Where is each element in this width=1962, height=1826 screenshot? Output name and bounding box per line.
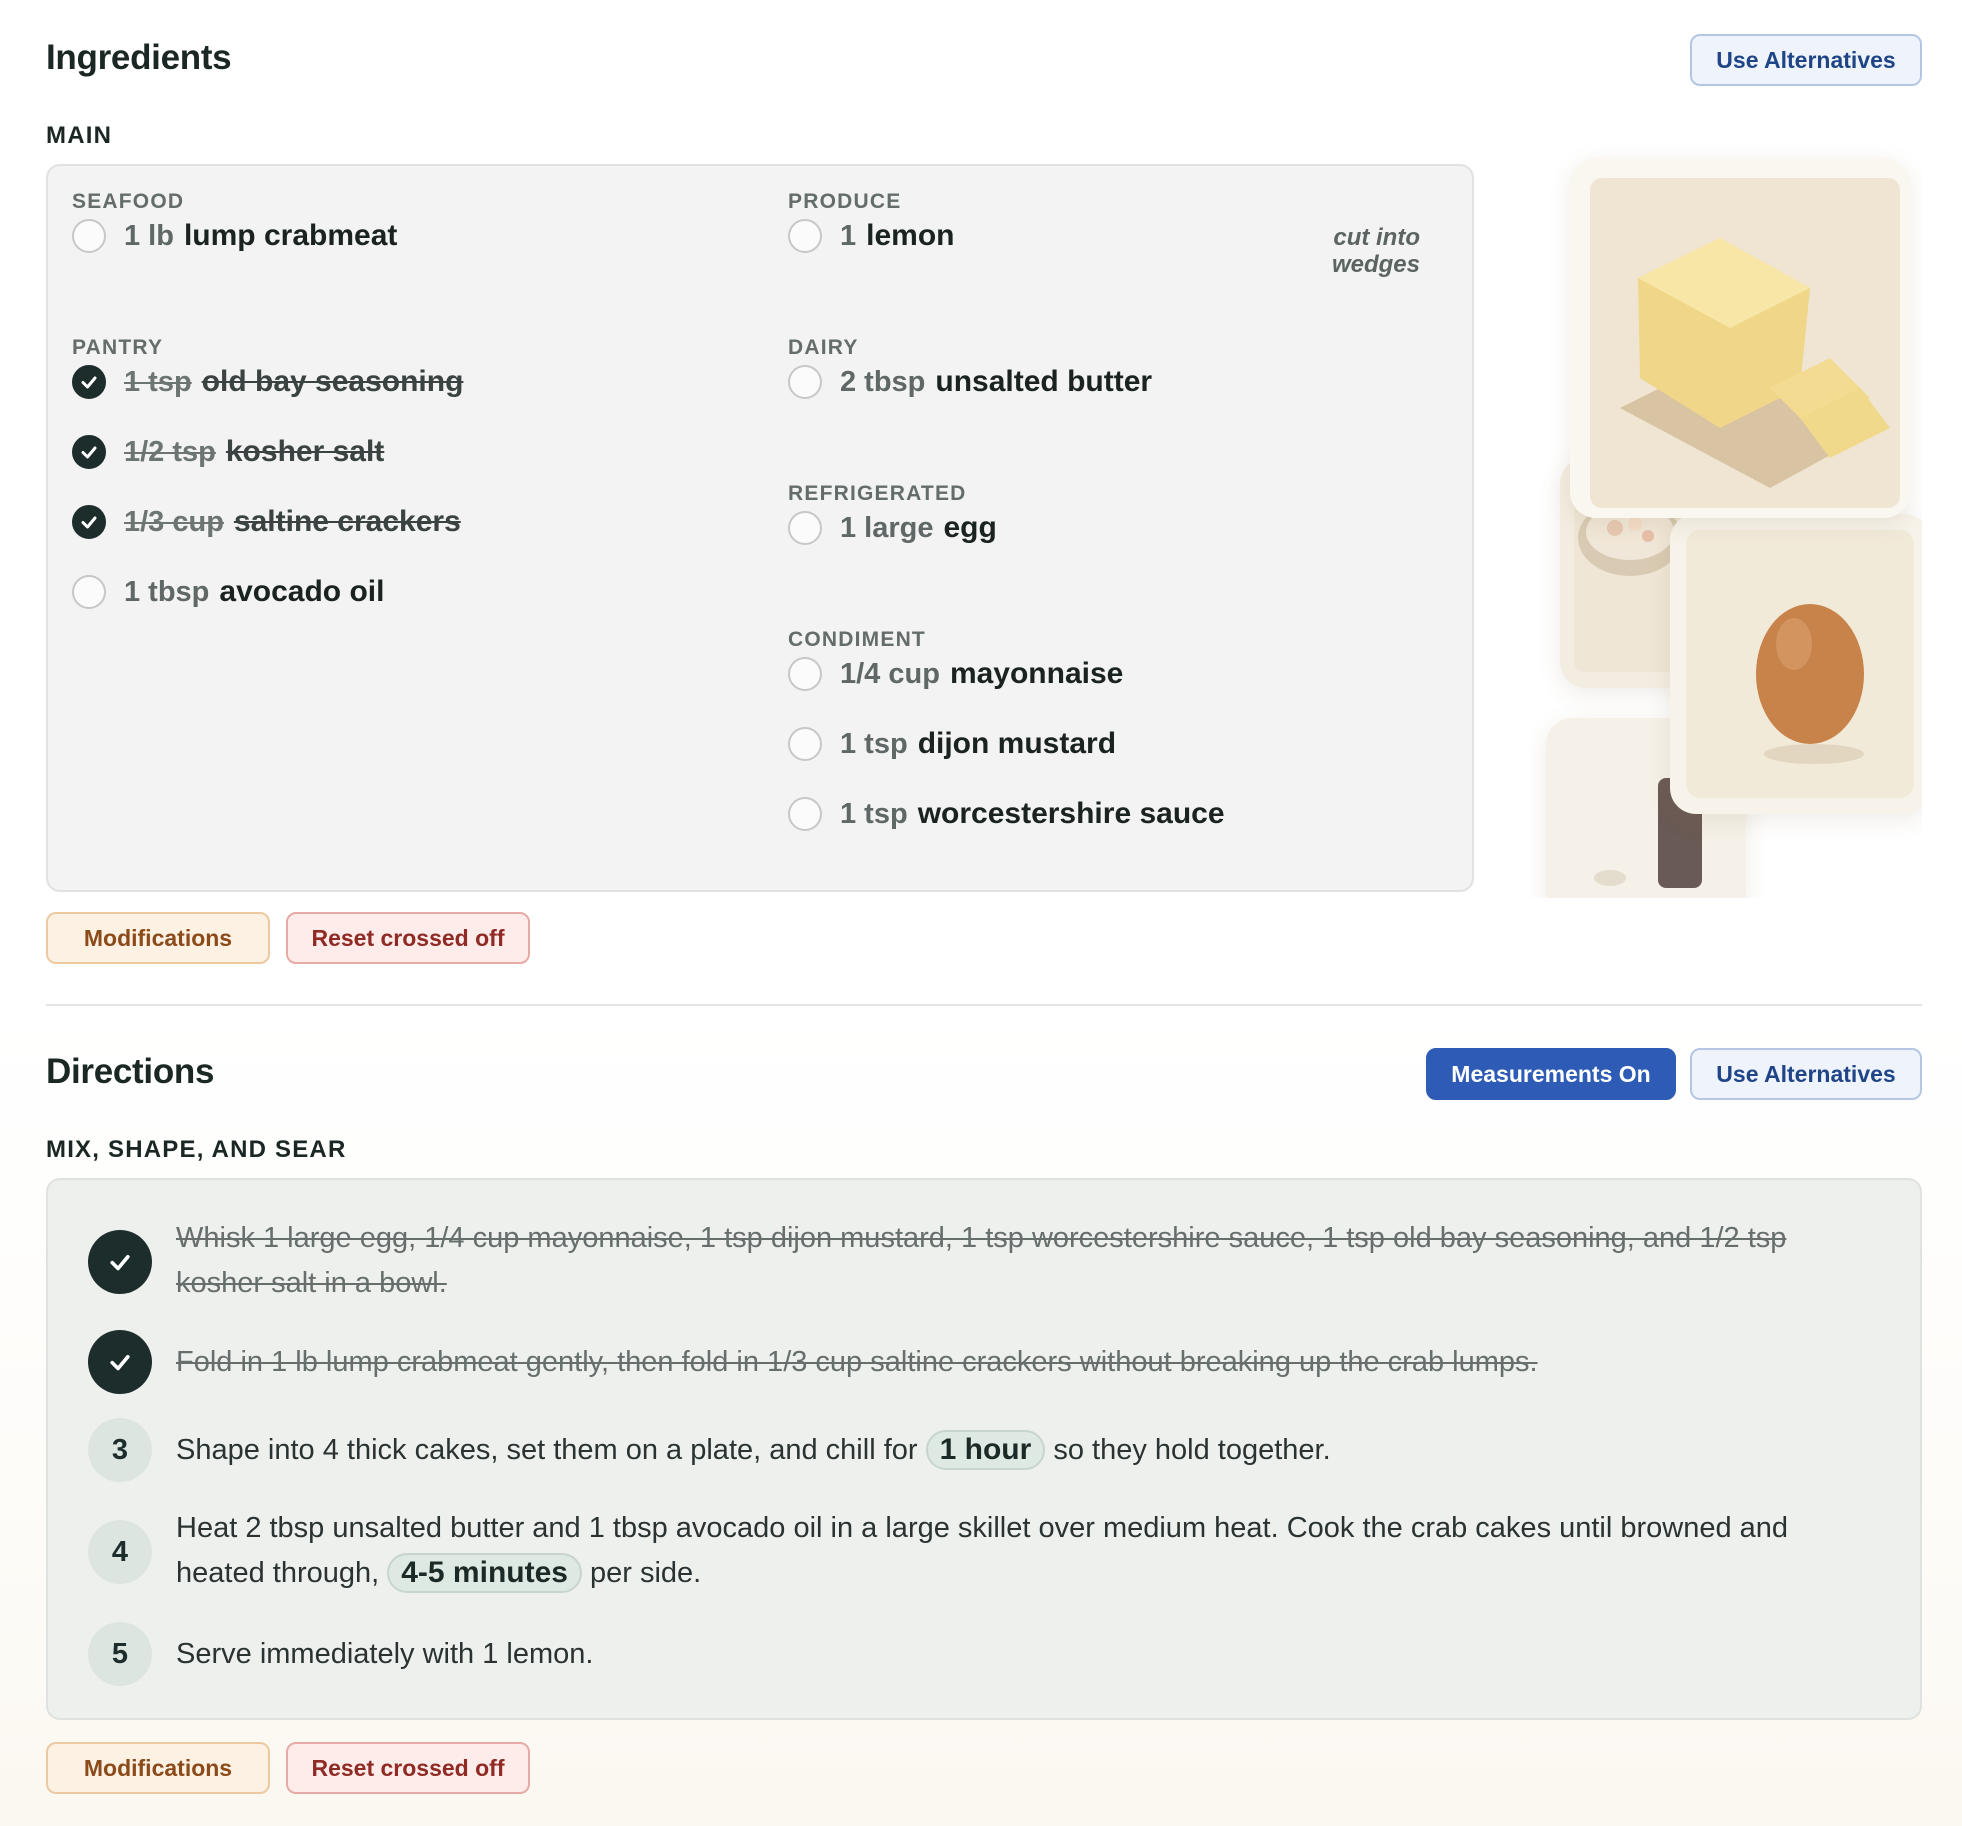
checkmark-icon [79, 442, 99, 462]
ingredient-name: mayonnaise [949, 657, 1124, 690]
ingredient-checkbox[interactable] [788, 657, 822, 691]
ingredient-qty: 1 tsp [124, 365, 192, 398]
step-text[interactable] [176, 1506, 1876, 1596]
reset-crossed-off-button[interactable]: Reset crossed off [286, 1742, 530, 1794]
ingredient-photos [1530, 118, 1922, 898]
ingredient-row[interactable] [788, 654, 1123, 694]
step-text-part: Shape into 4 thick cakes, set them on a plate, and chill for [176, 1434, 918, 1466]
ingredient-name: avocado oil [219, 575, 385, 608]
ingredient-note: cut into wedges [1331, 224, 1420, 278]
ingredient-row[interactable] [788, 216, 955, 256]
section-divider [46, 1004, 1922, 1006]
ingredient-qty: 1 large [840, 511, 934, 544]
step-number[interactable]: 5 [88, 1622, 152, 1686]
step-check[interactable] [88, 1230, 152, 1294]
ingredient-qty: 1/2 tsp [124, 435, 216, 468]
ingredient-checkbox[interactable] [72, 575, 106, 609]
ingredient-name: lump crabmeat [183, 219, 398, 252]
modifications-button[interactable]: Modifications [46, 1742, 270, 1794]
step-check[interactable] [88, 1330, 152, 1394]
ingredient-name: worcestershire sauce [917, 797, 1225, 830]
ingredient-row[interactable] [788, 794, 1225, 834]
category-produce: PRODUCE [788, 190, 902, 213]
ingredient-name: dijon mustard [917, 727, 1117, 760]
ingredient-qty: 1/3 cup [124, 505, 224, 538]
measurements-toggle-button[interactable]: Measurements On [1426, 1048, 1676, 1100]
ingredient-qty: 2 tbsp [840, 365, 926, 398]
checkmark-icon [107, 1249, 133, 1275]
ingredient-qty: 1 tbsp [124, 575, 210, 608]
checkmark-icon [79, 512, 99, 532]
ingredients-section-label: MAIN [46, 122, 113, 149]
ingredient-checkbox[interactable] [788, 365, 822, 399]
egg-photo [1670, 514, 1922, 814]
category-dairy: DAIRY [788, 336, 859, 359]
ingredient-name: egg [943, 511, 997, 544]
ingredient-qty: 1 tsp [840, 797, 908, 830]
ingredient-qty: 1 [840, 219, 857, 252]
ingredients-title: Ingredients [46, 38, 232, 77]
directions-panel [46, 1178, 1922, 1720]
category-seafood: SEAFOOD [72, 190, 185, 213]
ingredient-checkbox[interactable] [72, 365, 106, 399]
step-text[interactable]: Fold in 1 lb lump crabmeat gently, then fold in 1/3 cup saltine crackers without breaking up the crab lumps. [176, 1346, 1538, 1378]
ingredient-row[interactable] [72, 432, 384, 472]
modifications-button[interactable]: Modifications [46, 912, 270, 964]
ingredients-panel [46, 164, 1474, 892]
step-text[interactable] [176, 1428, 1876, 1473]
checkmark-icon [79, 372, 99, 392]
step-text[interactable]: Serve immediately with 1 lemon. [176, 1638, 594, 1670]
ingredient-checkbox[interactable] [788, 727, 822, 761]
use-alternatives-button[interactable]: Use Alternatives [1690, 34, 1922, 86]
ingredient-qty: 1 tsp [840, 727, 908, 760]
ingredient-checkbox[interactable] [788, 219, 822, 253]
ingredient-checkbox[interactable] [788, 797, 822, 831]
ingredient-checkbox[interactable] [788, 511, 822, 545]
ingredient-qty: 1 lb [124, 219, 174, 252]
step-text-part: so they hold together. [1053, 1434, 1331, 1466]
ingredient-name: lemon [866, 219, 955, 252]
ingredient-row[interactable] [72, 572, 384, 612]
ingredient-row[interactable] [788, 508, 997, 548]
step-text-part: per side. [590, 1557, 702, 1589]
directions-title: Directions [46, 1052, 215, 1091]
step-number[interactable]: 3 [88, 1418, 152, 1482]
ingredient-name: old bay seasoning [201, 365, 464, 398]
ingredient-checkbox[interactable] [72, 505, 106, 539]
step-text-part: Heat 2 tbsp unsalted butter and 1 tbsp avocado oil in a large skillet over medium heat. Cook the crab cakes until browned and heated through, [176, 1512, 1789, 1589]
timer-pill[interactable]: 1 hour [926, 1430, 1046, 1470]
ingredient-row[interactable] [72, 502, 461, 542]
step-text[interactable]: Whisk 1 large egg, 1/4 cup mayonnaise, 1 tsp dijon mustard, 1 tsp worcestershire sauce, 1 tsp old bay seasoning, and 1/2 tsp kosher salt in a bowl. [176, 1222, 1787, 1299]
step-number[interactable]: 4 [88, 1520, 152, 1584]
ingredient-qty: 1/4 cup [840, 657, 940, 690]
ingredient-name: unsalted butter [935, 365, 1153, 398]
ingredient-name: kosher salt [225, 435, 385, 468]
ingredient-row[interactable] [72, 216, 397, 256]
ingredient-checkbox[interactable] [72, 219, 106, 253]
category-refrigerated: REFRIGERATED [788, 482, 967, 505]
ingredient-row[interactable] [788, 362, 1152, 402]
category-pantry: PANTRY [72, 336, 164, 359]
reset-crossed-off-button[interactable]: Reset crossed off [286, 912, 530, 964]
ingredient-name: saltine crackers [233, 505, 461, 538]
ingredient-row[interactable] [788, 724, 1116, 764]
directions-section-label: MIX, SHAPE, AND SEAR [46, 1136, 347, 1163]
checkmark-icon [107, 1349, 133, 1375]
timer-pill[interactable]: 4-5 minutes [387, 1553, 582, 1593]
butter-photo [1570, 158, 1910, 518]
category-condiment: CONDIMENT [788, 628, 926, 651]
use-alternatives-button[interactable]: Use Alternatives [1690, 1048, 1922, 1100]
ingredient-row[interactable] [72, 362, 463, 402]
ingredient-checkbox[interactable] [72, 435, 106, 469]
